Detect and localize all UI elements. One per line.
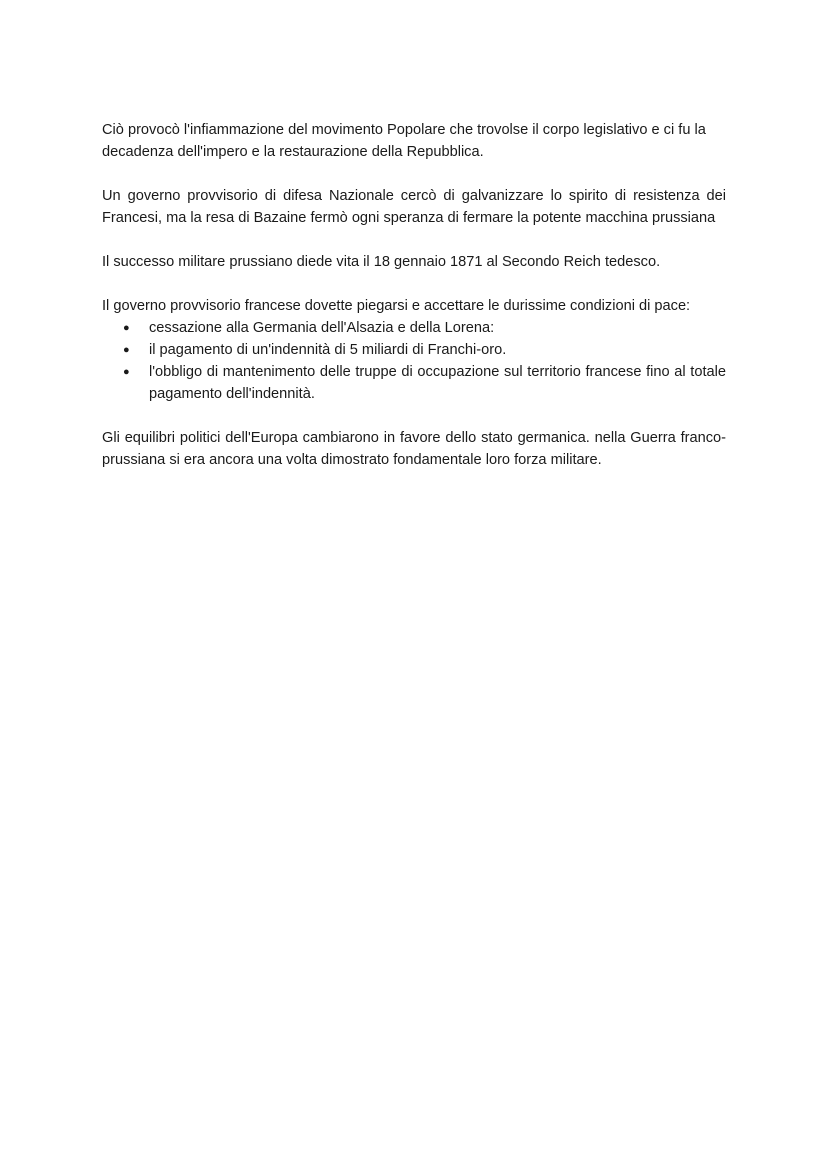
list-item-text: l'obbligo di mantenimento delle truppe di occupazione sul territorio francese fino al totale pagamento dell'indennità. — [149, 364, 726, 402]
list-item — [102, 317, 726, 339]
bullet-icon: ● — [123, 322, 130, 334]
bullet-icon: ● — [123, 366, 130, 378]
list-item — [102, 361, 726, 405]
bullet-icon: ● — [123, 344, 130, 356]
paragraph-european-balance: Gli equilibri politici dell'Europa cambiarono in favore dello stato germanica. nella Guerra franco-prussiana si era ancora una volta dimostrato fondamentale loro forza militare. — [102, 430, 726, 468]
document-body — [102, 119, 726, 493]
paragraph-second-reich: Il successo militare prussiano diede vita il 18 gennaio 1871 al Secondo Reich tedesco. — [102, 254, 661, 270]
paragraph-revolution: Ciò provocò l'infiammazione del movimento Popolare che trovolse il corpo legislativo e ci fu la decadenza dell'impero e la restaurazione della Repubblica. — [102, 122, 706, 160]
paragraph-provisional-government: Un governo provvisorio di difesa Nazionale cercò di galvanizzare lo spirito di resistenza dei Francesi, ma la resa di Bazaine fermò ogni speranza di fermare la potente macchina prussiana — [102, 188, 726, 226]
paragraph-peace-conditions-intro: Il governo provvisorio francese dovette piegarsi e accettare le durissime condizioni di pace: — [102, 298, 691, 314]
list-item-text: cessazione alla Germania dell'Alsazia e della Lorena: — [149, 320, 495, 336]
list-item — [102, 339, 726, 361]
peace-conditions-list — [102, 317, 726, 405]
list-item-text: il pagamento di un'indennità di 5 miliardi di Franchi-oro. — [149, 342, 507, 358]
